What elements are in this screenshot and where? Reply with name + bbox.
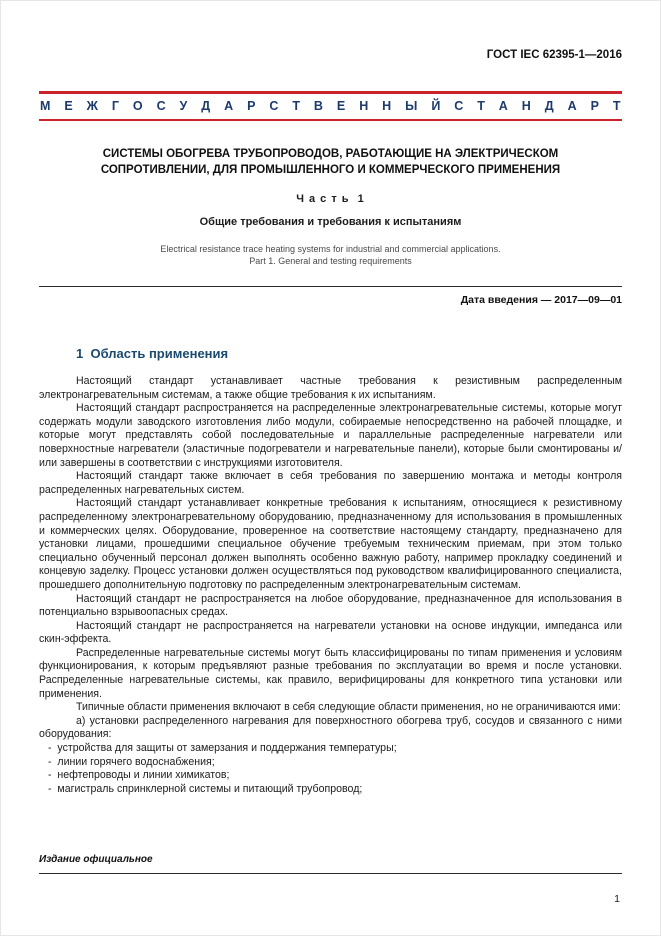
list-item: - устройства для защиты от замерзания и поддержания температуры;: [48, 742, 397, 755]
header-divider-rule: [39, 286, 622, 287]
paragraph: а) установки распределенного нагревания для поверхностного обогрева труб, сосудов и связанного с ними оборудования:: [39, 714, 622, 741]
document-title-en-line2: Part 1. General and testing requirements: [249, 256, 412, 266]
paragraph: Настоящий стандарт не распространяется на нагреватели установки на основе индукции, импеданса или скин-эффекта.: [39, 619, 622, 646]
official-edition-note: Издание официальное: [39, 854, 153, 865]
paragraph: Настоящий стандарт устанавливает частные требования к резистивным распределенным электронагревательным системам, а также общие требования к их испытаниям.: [39, 375, 622, 401]
paragraph: Распределенные нагревательные системы могут быть классифицированы по типам применения и условиям функционирования, к которым предъявляют разные требования по эксплуатации во время и после установки. Распределенные нагревательные системы, как правило, верифицированы для конкретного типа установки или применения.: [39, 646, 622, 700]
footer-divider-rule: [39, 873, 622, 874]
list-item: - магистраль спринклерной системы и питающий трубопровод;: [48, 782, 363, 795]
bottom-red-rule: [39, 119, 622, 121]
paragraph: Настоящий стандарт не распространяется на любое оборудование, предназначенное для использования в потенциально взрывоопасных средах.: [39, 592, 622, 619]
paragraph: Типичные области применения включают в себя следующие области применения, но не ограничиваются ими:: [76, 701, 621, 714]
paragraph: Настоящий стандарт распространяется на распределенные электронагревательные системы, которые могут содержать модули заводского изготовления либо модули, собираемые непосредственно на рабочей площадке, и которые могут представлять собой последовательные и параллельные распределенные нагреватели или поверхностные нагреватели (эластичные подогреватели и нагревательные панели), которые были смонтированы и/или завершены в соответствии с инструкциями изготовителя.: [39, 402, 622, 469]
doc-code: ГОСТ IEC 62395-1—2016: [486, 49, 622, 61]
document-title-ru: СИСТЕМЫ ОБОГРЕВА ТРУБОПРОВОДОВ, РАБОТАЮЩИЕ НА ЭЛЕКТРИЧЕСКОМ СОПРОТИВЛЕНИИ, ДЛЯ ПРОМЫШЛЕННОГО И КОММЕРЧЕСКОГО ПРИМЕНЕНИЯ: [100, 148, 561, 176]
section-1-body: [39, 375, 622, 796]
page-number: 1: [614, 893, 620, 905]
paragraph: Настоящий стандарт также включает в себя требования по завершению монтажа и методы контроля распределенных нагревательных систем.: [39, 470, 622, 496]
list-item: - нефтепроводы и линии химикатов;: [48, 769, 230, 782]
list-item: - линии горячего водоснабжения;: [48, 755, 215, 768]
document-title-en: [39, 243, 622, 267]
introduction-date: Дата введения — 2017—09—01: [460, 294, 622, 306]
part-label: Ч а с т ь 1: [296, 193, 365, 205]
standard-type-banner: М Е Ж Г О С У Д А Р С Т В Е Н Н Ы Й С Т А Н Д А Р Т: [40, 99, 621, 113]
section-1-heading: 1 Область применения: [76, 346, 229, 361]
document-title-en-line1: Electrical resistance trace heating systems for industrial and commercial applications.: [160, 244, 501, 254]
paragraph: Настоящий стандарт устанавливает конкретные требования к испытаниям, относящиеся к резистивному распределенному электронагревательному оборудованию, предназначенному для использования в промышленных и коммерческих целях. Оборудование, проверенное на соответствие настоящему стандарту, предназначено для установки лицами, прошедшими специальное обучение требуемым техническим приемам, при этом только специально обученный персонал должен выполнять особенно важную работу, например прокладку соединений и концевую заделку. Процесс установки должен осуществляться под руководством квалифицированного специалиста, прошедшего дополнительную подготовку по распределенным электронагревательным системам.: [39, 497, 622, 591]
document-subtitle-ru: Общие требования и требования к испытаниям: [199, 216, 462, 228]
